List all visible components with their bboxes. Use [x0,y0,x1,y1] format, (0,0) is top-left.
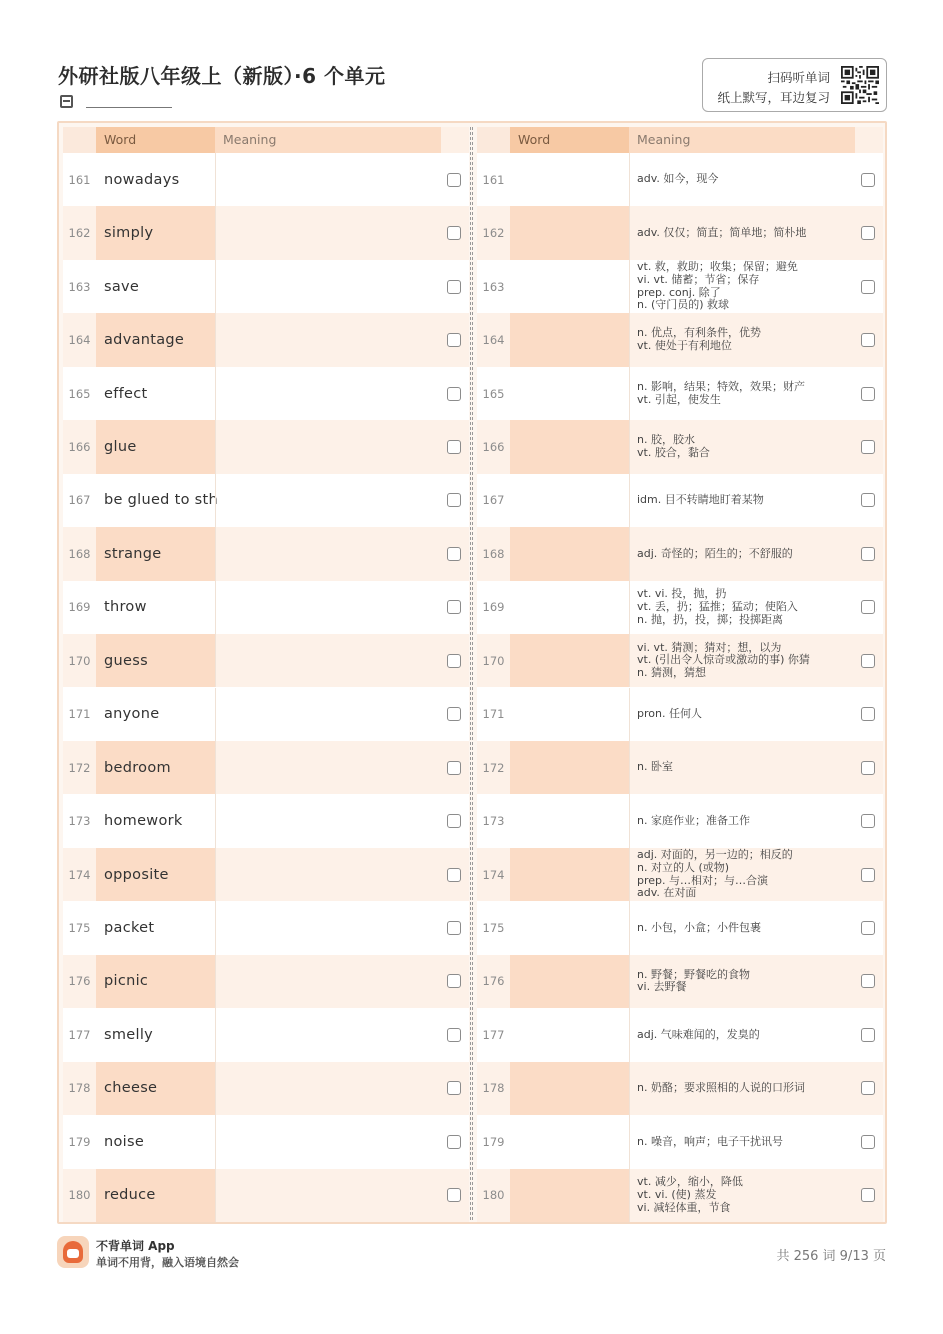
row-number: 169 [482,600,505,615]
checkbox[interactable] [861,1188,875,1202]
word-blank-cell[interactable] [510,367,629,420]
meaning-line: adj. 奇怪的；陌生的；不舒服的 [637,546,793,560]
word-blank-cell[interactable] [510,901,629,954]
checkbox[interactable] [861,440,875,454]
word-cell: strange [96,527,215,580]
panel-english-to-meaning [63,127,469,1222]
meaning-line: adv. 在对面 [637,886,697,900]
qr-caption-line2: 纸上默写，耳边复习 [717,90,830,105]
checkbox[interactable] [447,547,461,561]
table-row [477,367,883,420]
checkbox[interactable] [861,280,875,294]
checkbox[interactable] [447,921,461,935]
meaning-line: vt. vi. 投，抛，扔 [637,587,727,601]
app-logo-icon [57,1236,89,1268]
meaning-line: vi. vt. 储蓄；节省；保存 [637,273,760,287]
checkbox[interactable] [861,921,875,935]
word-cell: opposite [96,848,215,901]
word-cell: homework [96,794,215,847]
checkbox[interactable] [447,1081,461,1095]
word-blank-cell[interactable] [510,474,629,527]
checkbox[interactable] [861,974,875,988]
row-number: 177 [68,1027,91,1042]
row-number: 179 [482,1134,505,1149]
word-blank-cell[interactable] [510,1008,629,1061]
meaning-cell [629,581,855,634]
meaning-line: n. 小包，小盒；小件包裹 [637,920,761,934]
meaning-cell [629,1008,855,1061]
word-blank-cell[interactable] [510,527,629,580]
word-blank-cell[interactable] [510,581,629,634]
meaning-line: vt. 胶合，黏合 [637,445,710,459]
meaning-blank-cell[interactable] [215,313,441,366]
table-row [477,741,883,794]
table-row [63,1008,469,1061]
meaning-line: vt. (引出令人惊奇或激动的事) 你猜 [637,653,810,667]
table-row [63,1062,469,1115]
meaning-blank-cell[interactable] [215,420,441,473]
meaning-cell [629,260,855,313]
meaning-blank-cell[interactable] [215,527,441,580]
row-number: 172 [482,760,505,775]
meaning-line: vt. 减少，缩小，降低 [637,1175,743,1189]
meaning-line: vi. 去野餐 [637,980,687,994]
meaning-blank-cell[interactable] [215,901,441,954]
row-number: 169 [68,600,91,615]
meaning-line: n. 家庭作业；准备工作 [637,813,750,827]
word-blank-cell[interactable] [510,1062,629,1115]
meaning-cell [629,848,855,901]
meaning-blank-cell[interactable] [215,367,441,420]
meaning-blank-cell[interactable] [215,955,441,1008]
table-row [63,367,469,420]
row-number: 179 [68,1134,91,1149]
meaning-blank-cell[interactable] [215,206,441,259]
checkbox[interactable] [861,1028,875,1042]
row-number: 161 [482,172,505,187]
word-cell: bedroom [96,741,215,794]
meaning-blank-cell[interactable] [215,474,441,527]
row-number: 165 [482,386,505,401]
word-cell: cheese [96,1062,215,1115]
word-cell: effect [96,367,215,420]
table-row [477,153,883,206]
checkbox[interactable] [447,654,461,668]
table-row [63,794,469,847]
word-cell: simply [96,206,215,259]
table-row [477,1115,883,1168]
checkbox[interactable] [447,1135,461,1149]
meaning-cell [629,1169,855,1222]
vocab-sheet [57,121,887,1224]
row-number: 178 [68,1081,91,1096]
checkbox[interactable] [447,761,461,775]
table-row [477,634,883,687]
word-cell: be glued to sth [96,474,215,527]
meaning-line: adj. 对面的，另一边的；相反的 [637,848,793,862]
meaning-blank-cell[interactable] [215,1062,441,1115]
page-info: 共 256 词 9/13 页 [776,1249,886,1264]
meaning-line: n. 噪音，响声；电子干扰讯号 [637,1134,783,1148]
meaning-cell [629,794,855,847]
checkbox[interactable] [447,600,461,614]
row-number: 162 [68,226,91,241]
header-check [855,127,883,153]
row-number: 178 [482,1081,505,1096]
checkbox[interactable] [447,814,461,828]
row-number: 176 [68,974,91,989]
row-number: 175 [68,921,91,936]
table-row [477,260,883,313]
word-cell: glue [96,420,215,473]
word-cell: nowadays [96,153,215,206]
meaning-line: vi. vt. 猜测；猜对；想，以为 [637,640,782,654]
row-number: 167 [68,493,91,508]
panel-meaning-to-english [477,127,883,1222]
meaning-cell [629,367,855,420]
meaning-blank-cell[interactable] [215,848,441,901]
meaning-line: n. 野餐；野餐吃的食物 [637,967,750,981]
table-row [63,741,469,794]
header-meaning: Meaning [215,127,441,153]
meaning-line: prep. 与…相对；与…合演 [637,873,769,887]
meaning-line: prep. conj. 除了 [637,285,721,299]
word-blank-cell[interactable] [510,260,629,313]
meaning-cell [629,420,855,473]
row-number: 168 [482,546,505,561]
checkbox[interactable] [861,173,875,187]
word-blank-cell[interactable] [510,206,629,259]
header-word: Word [96,127,215,153]
row-number: 168 [68,546,91,561]
header-check [441,127,469,153]
table-row [477,688,883,741]
date-blank-line [86,107,172,108]
meaning-blank-cell[interactable] [215,688,441,741]
meaning-cell [629,634,855,687]
meaning-line: n. 优点，有利条件，优势 [637,326,761,340]
qr-caption-line1: 扫码听单词 [767,70,830,85]
table-header [63,127,469,153]
app-name: 不背单词 App [96,1239,175,1253]
row-number: 166 [482,439,505,454]
meaning-line: pron. 任何人 [637,706,702,720]
table-row [63,1169,469,1222]
meaning-cell [629,474,855,527]
table-row [477,420,883,473]
table-row [477,955,883,1008]
meaning-line: n. 卧室 [637,760,673,774]
calendar-icon [60,95,73,108]
meaning-line: vt. vi. (使) 蒸发 [637,1187,717,1201]
word-blank-cell[interactable] [510,420,629,473]
row-number: 171 [482,707,505,722]
word-cell: reduce [96,1169,215,1222]
checkbox[interactable] [861,600,875,614]
meaning-line: adv. 仅仅；简直；简单地；简朴地 [637,225,807,239]
meaning-cell [629,313,855,366]
checkbox[interactable] [447,280,461,294]
checkbox[interactable] [447,974,461,988]
row-number: 176 [482,974,505,989]
meaning-line: n. 胶，胶水 [637,433,695,447]
row-number: 170 [482,653,505,668]
row-number: 163 [68,279,91,294]
checkbox[interactable] [447,440,461,454]
table-row [477,581,883,634]
meaning-cell [629,153,855,206]
checkbox[interactable] [861,333,875,347]
meaning-cell [629,901,855,954]
checkbox[interactable] [861,493,875,507]
meaning-blank-cell[interactable] [215,1008,441,1061]
table-row [477,313,883,366]
checkbox[interactable] [447,173,461,187]
header-meaning: Meaning [629,127,855,153]
row-number: 161 [68,172,91,187]
word-blank-cell[interactable] [510,955,629,1008]
table-row [63,848,469,901]
table-row [63,206,469,259]
checkbox[interactable] [861,814,875,828]
meaning-line: n. (守门员的) 救球 [637,298,730,312]
checkbox[interactable] [861,707,875,721]
row-number: 164 [482,333,505,348]
checkbox[interactable] [861,654,875,668]
row-number: 180 [68,1188,91,1203]
meaning-blank-cell[interactable] [215,153,441,206]
qr-code-icon[interactable] [841,66,879,104]
meaning-line: n. 对立的人 (或物) [637,860,730,874]
row-number: 166 [68,439,91,454]
meaning-line: idm. 目不转睛地盯着某物 [637,493,764,507]
checkbox[interactable] [447,707,461,721]
word-blank-cell[interactable] [510,1169,629,1222]
meaning-blank-cell[interactable] [215,794,441,847]
meaning-cell [629,741,855,794]
table-row [477,527,883,580]
word-blank-cell[interactable] [510,313,629,366]
meaning-line: vt. 救，救助；收集；保留；避免 [637,260,798,274]
qr-caption [717,68,830,108]
word-cell: packet [96,901,215,954]
row-number: 173 [68,814,91,829]
table-row [63,901,469,954]
table-header [477,127,883,153]
checkbox[interactable] [861,868,875,882]
meaning-line: vt. 丢，扔；猛推；猛动；使陷入 [637,600,798,614]
table-row [477,206,883,259]
row-number: 174 [482,867,505,882]
row-number: 170 [68,653,91,668]
checkbox[interactable] [447,493,461,507]
word-cell: throw [96,581,215,634]
meaning-cell [629,1062,855,1115]
word-cell: advantage [96,313,215,366]
table-row [63,634,469,687]
table-row [63,474,469,527]
table-row [63,420,469,473]
app-slogan: 单词不用背，融入语境自然会 [96,1256,239,1269]
row-number: 172 [68,760,91,775]
meaning-line: vi. 减轻体重，节食 [637,1200,731,1214]
word-cell: smelly [96,1008,215,1061]
meaning-blank-cell[interactable] [215,741,441,794]
meaning-blank-cell[interactable] [215,260,441,313]
checkbox[interactable] [861,761,875,775]
row-number: 174 [68,867,91,882]
meaning-blank-cell[interactable] [215,634,441,687]
word-blank-cell[interactable] [510,848,629,901]
meaning-cell [629,688,855,741]
row-number: 171 [68,707,91,722]
checkbox[interactable] [447,226,461,240]
checkbox[interactable] [861,387,875,401]
table-row [477,1008,883,1061]
checkbox[interactable] [861,226,875,240]
meaning-line: n. 抛，扔，投，掷；投掷距离 [637,612,783,626]
row-number: 165 [68,386,91,401]
meaning-line: n. 影响，结果；特效，效果；财产 [637,379,805,393]
meaning-line: adj. 气味难闻的，发臭的 [637,1027,760,1041]
checkbox[interactable] [447,1028,461,1042]
word-cell: anyone [96,688,215,741]
table-row [477,1062,883,1115]
word-cell: guess [96,634,215,687]
table-row [477,794,883,847]
meaning-cell [629,955,855,1008]
table-row [63,260,469,313]
page-title: 外研社版八年级上（新版）·6 个单元 [58,64,386,88]
word-cell: picnic [96,955,215,1008]
meaning-blank-cell[interactable] [215,1169,441,1222]
row-number: 177 [482,1027,505,1042]
checkbox[interactable] [861,547,875,561]
meaning-blank-cell[interactable] [215,1115,441,1168]
row-number: 164 [68,333,91,348]
row-number: 163 [482,279,505,294]
header-word: Word [510,127,629,153]
checkbox[interactable] [861,1135,875,1149]
table-row [63,527,469,580]
word-blank-cell[interactable] [510,688,629,741]
checkbox[interactable] [447,1188,461,1202]
table-row [477,1169,883,1222]
table-row [63,955,469,1008]
word-blank-cell[interactable] [510,1115,629,1168]
meaning-line: vt. 引起，使发生 [637,392,721,406]
checkbox[interactable] [447,868,461,882]
word-blank-cell[interactable] [510,153,629,206]
row-number: 175 [482,921,505,936]
table-row [477,474,883,527]
meaning-cell [629,527,855,580]
word-blank-cell[interactable] [510,634,629,687]
meaning-blank-cell[interactable] [215,581,441,634]
checkbox[interactable] [447,333,461,347]
checkbox[interactable] [861,1081,875,1095]
qr-card[interactable] [702,58,887,112]
date-field[interactable] [58,95,178,111]
row-number: 162 [482,226,505,241]
word-blank-cell[interactable] [510,794,629,847]
row-number: 167 [482,493,505,508]
table-row [63,313,469,366]
meaning-line: adv. 如今，现今 [637,172,719,186]
meaning-line: n. 奶酪；要求照相的人说的口形词 [637,1081,805,1095]
fold-divider [470,127,473,1220]
meaning-cell [629,1115,855,1168]
meaning-cell [629,206,855,259]
table-row [63,688,469,741]
table-row [63,581,469,634]
meaning-line: vt. 使处于有利地位 [637,339,732,353]
table-row [63,1115,469,1168]
table-row [477,848,883,901]
word-cell: noise [96,1115,215,1168]
checkbox[interactable] [447,387,461,401]
row-number: 173 [482,814,505,829]
table-row [63,153,469,206]
meaning-line: n. 猜测，猜想 [637,666,706,680]
row-number: 180 [482,1188,505,1203]
table-row [477,901,883,954]
word-blank-cell[interactable] [510,741,629,794]
word-cell: save [96,260,215,313]
